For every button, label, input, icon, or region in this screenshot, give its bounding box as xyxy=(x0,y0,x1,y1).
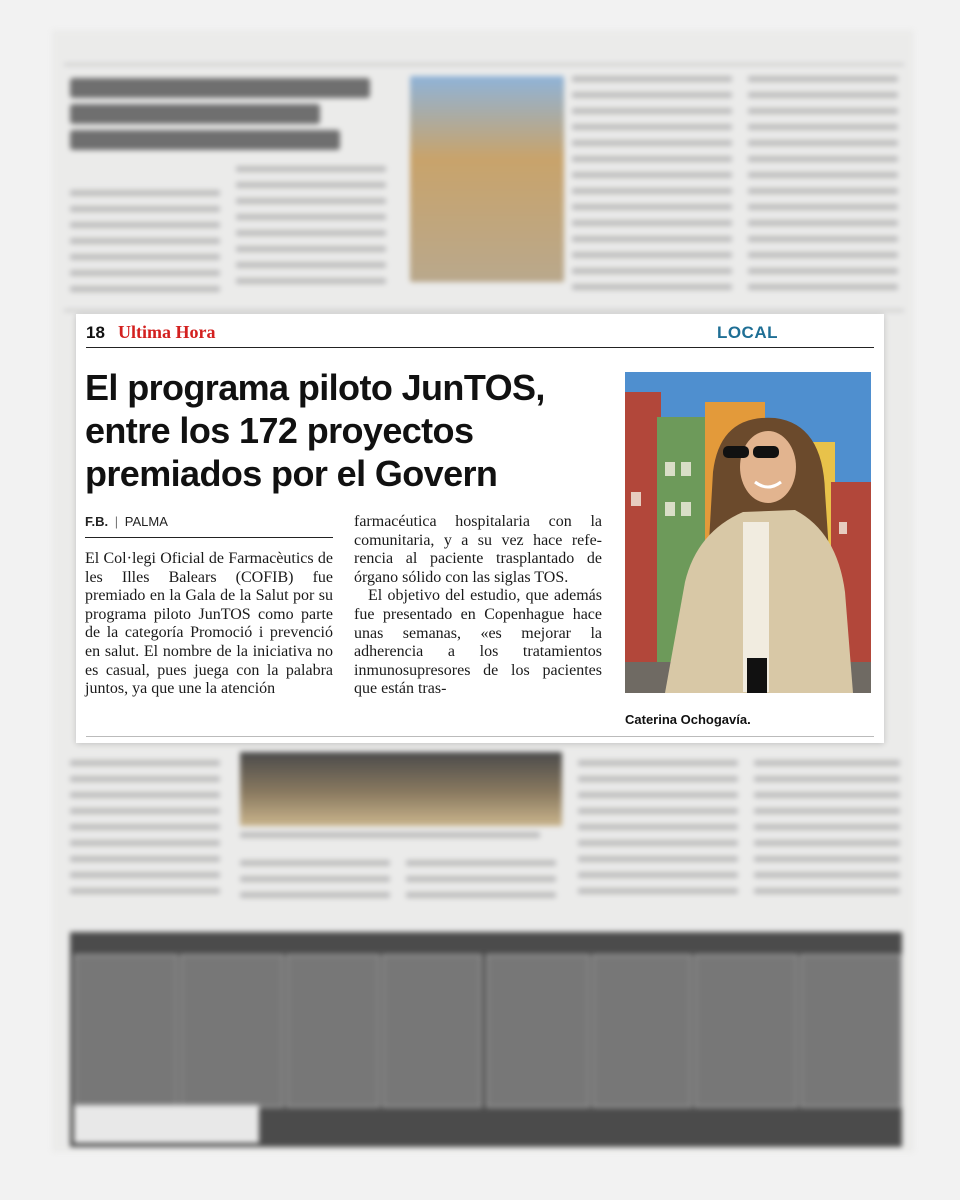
byline xyxy=(85,514,168,529)
background-advertisement xyxy=(70,932,902,1147)
byline-divider xyxy=(85,537,333,538)
photo-caption: Caterina Ochogavía. xyxy=(625,712,751,727)
article-paragraph: El Col·legi Oficial de Farmacèutics de les Illes Balears (COFIB) fue premiado en la Gala de la Salut por su programa piloto JunTOS como parte de la categoría Promoció i prevenció en salut. El nombre de la iniciativa no es casual, pues juega con la palabra juntos, ya que une la atención xyxy=(85,550,333,698)
newspaper-brand: Ultima Hora xyxy=(118,322,216,342)
section-label: LOCAL xyxy=(716,323,778,342)
page-number: 18 xyxy=(86,323,105,342)
article-column-2 xyxy=(354,513,602,699)
article-paragraph: farmacéutica hospitalaria con la comunitaria, y a su vez hace referencia al paciente trasplantado de órgano sólido con las siglas TOS. xyxy=(354,513,602,586)
byline-location: PALMA xyxy=(124,514,168,529)
bottom-divider xyxy=(86,736,874,737)
byline-separator: | xyxy=(114,514,119,529)
article-paragraph: El objetivo del estudio, que además fue presentado en Copenhague hace unas semanas, «es mejorar la adherencia a los tratamientos inmunosupresores de los pacientes que están tras- xyxy=(354,587,602,698)
article-column-1 xyxy=(85,550,333,699)
article-clipping xyxy=(76,314,884,743)
byline-author: F.B. xyxy=(85,514,109,529)
photo-illustration xyxy=(625,372,871,693)
article-headline: El programa piloto JunTOS, entre los 172 proyectos premiados por el Govern xyxy=(85,367,545,494)
header-divider xyxy=(86,347,874,348)
article-photo xyxy=(625,372,871,693)
